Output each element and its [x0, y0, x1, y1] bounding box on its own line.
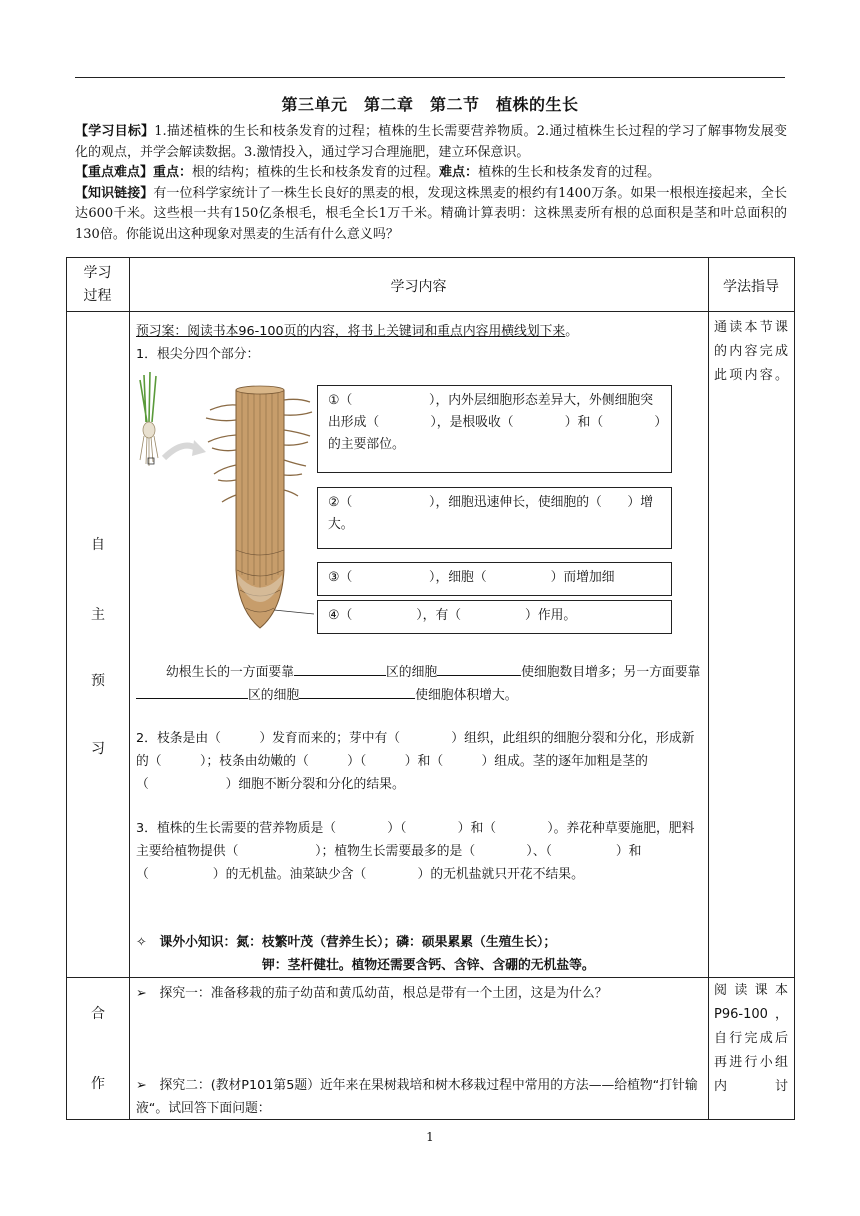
goal-text: 1.描述植株的生长和枝条发育的过程；植株的生长需要营养物质。2.通过植株生长过程的学习了解事物发展变化的观点，并学会解读数据。3.激情投入，通过学习合理施肥，建立环保意识。 — [75, 124, 787, 160]
goal-label: 【学习目标】 — [75, 124, 155, 139]
table-line — [66, 977, 795, 978]
page-title: 第三单元 第二章 第二节 植株的生长 — [281, 95, 579, 114]
link-text: 有一位科学家统计了一株生长良好的黑麦的根，发现这株黑麦的根约有1400万条。如果一根根连接起来，全长达600千米。这些根一共有150亿条根毛，根毛全长1万千米。精确计算表明：这株黑麦所有根的总面积是茎和叶总面积的130倍。你能说出这种现象对黑麦的生活有什么意义吗？ — [75, 185, 787, 242]
key-difficult-text: 植株的生长和枝条发育的过程。 — [478, 165, 661, 180]
root-growth-text — [136, 661, 702, 707]
explore-1: ➢ 探究一：准备移栽的茄子幼苗和黄瓜幼苗，根总是带有一个土团，这是为什么？ — [136, 986, 608, 1001]
header-rule — [75, 77, 785, 78]
growth-text-e: 使细胞体积增大。 — [415, 688, 518, 703]
col-guide-header: 学法指导 — [723, 279, 779, 295]
section-self-study-char: 自 — [91, 537, 105, 553]
zone-box-3: ③（ ），细胞（ ）而增加细 — [317, 562, 672, 596]
table-line — [66, 257, 795, 258]
question-3: 3．植株的生长需要的营养物质是（ ）（ ）和（ ）。养花种草要施肥，肥料主要给植物提供（ ）；植物生长需要最多的是（ ）、（ ）和（ ）的无机盐。油菜缺少含（ ）的无机盐就只开花不结果。 — [136, 821, 695, 882]
arrow-head-icon — [192, 440, 206, 456]
section-self-study-char: 预 — [91, 673, 105, 689]
growth-text-c: 使细胞数目增多；另一方面要靠 — [521, 665, 701, 680]
key-focus-label: 重点： — [153, 165, 193, 180]
extra-knowledge — [136, 931, 702, 977]
key-label: 【重点难点】 — [75, 165, 154, 180]
zone-box-2: ②（ ），细胞迅速伸长，使细胞的（ ）增大。 — [317, 487, 672, 549]
section-cooperate-char: 作 — [91, 1076, 105, 1092]
key-difficult-label: 难点： — [439, 165, 479, 180]
root-body — [236, 386, 284, 628]
preview-instruction: 预习案：阅读书本96-100页的内容，将书上关键词和重点内容用横线划下来 — [136, 324, 566, 339]
blank-field[interactable] — [299, 684, 415, 699]
key-difficult — [75, 163, 787, 184]
growth-text-b: 区的细胞 — [385, 665, 438, 680]
question-1-title: 1．根尖分四个部分： — [136, 347, 260, 362]
table-line — [66, 257, 67, 1120]
extra-knowledge-line2: 钾：茎杆健壮。植物还需要含钙、含锌、含硼的无机盐等。 — [262, 958, 595, 973]
key-focus-text: 根的结构；植株的生长和枝条发育的过程。 — [192, 165, 440, 180]
blank-field[interactable] — [136, 684, 248, 699]
col-process-line1: 学习 — [83, 265, 112, 281]
intro-block — [75, 122, 787, 245]
guide-note-2: 阅读课本P96-100，自行完成后再进行小组内讨 — [714, 983, 788, 1094]
arrow-icon — [164, 446, 196, 458]
blank-field[interactable] — [294, 661, 386, 676]
guide-note-1: 通读本节课的内容完成此项内容。 — [714, 320, 788, 383]
page-number: 1 — [426, 1130, 434, 1144]
col-process-header — [66, 262, 129, 308]
section-self-study-char: 习 — [91, 741, 105, 757]
growth-text-d: 区的细胞 — [248, 688, 300, 703]
zone-box-4: ④（ ），有（ ）作用。 — [317, 600, 672, 634]
table-line — [794, 257, 795, 1120]
preview-instruction-end: 。 — [565, 324, 579, 339]
explore-2: ➢ 探究二：(教材P101第5题）近年来在果树栽培和树木移栽过程中常用的方法——给植物“打针输液“。试回答下面问题： — [136, 1078, 698, 1116]
section-self-study-char: 主 — [91, 607, 105, 623]
question-2: 2．枝条是由（ ）发育而来的；芽中有（ ）组织，此组织的细胞分裂和分化，形成新的（ ）；枝条由幼嫩的（ ）（ ）和（ ）组成。茎的逐年加粗是茎的（ ）细胞不断分裂和分化的结果。 — [136, 731, 695, 792]
growth-text-a: 幼根生长的一方面要靠 — [166, 665, 294, 680]
table-line — [708, 257, 709, 1120]
leader-line — [274, 610, 314, 614]
link-label: 【知识链接】 — [75, 185, 154, 201]
col-process-line2: 过程 — [83, 288, 112, 304]
col-content-header: 学习内容 — [390, 279, 447, 295]
section-cooperate-char: 合 — [91, 1006, 105, 1022]
learning-goals — [75, 122, 787, 163]
knowledge-link — [75, 184, 787, 246]
seedling-icon — [140, 372, 158, 466]
blank-field[interactable] — [437, 661, 521, 676]
table-line — [129, 257, 130, 1120]
root-tip-illustration — [134, 370, 314, 640]
zone-box-1: ①（ ），内外层细胞形态差异大，外侧细胞突出形成（ ），是根吸收（ ）和（ ）的主要部位。 — [317, 385, 672, 473]
table-line — [66, 311, 795, 312]
preview-instruction-row — [136, 320, 702, 366]
extra-knowledge-line1: ✧ 课外小知识：氮：枝繁叶茂（营养生长）；磷：硕果累累（生殖生长）； — [136, 935, 557, 950]
